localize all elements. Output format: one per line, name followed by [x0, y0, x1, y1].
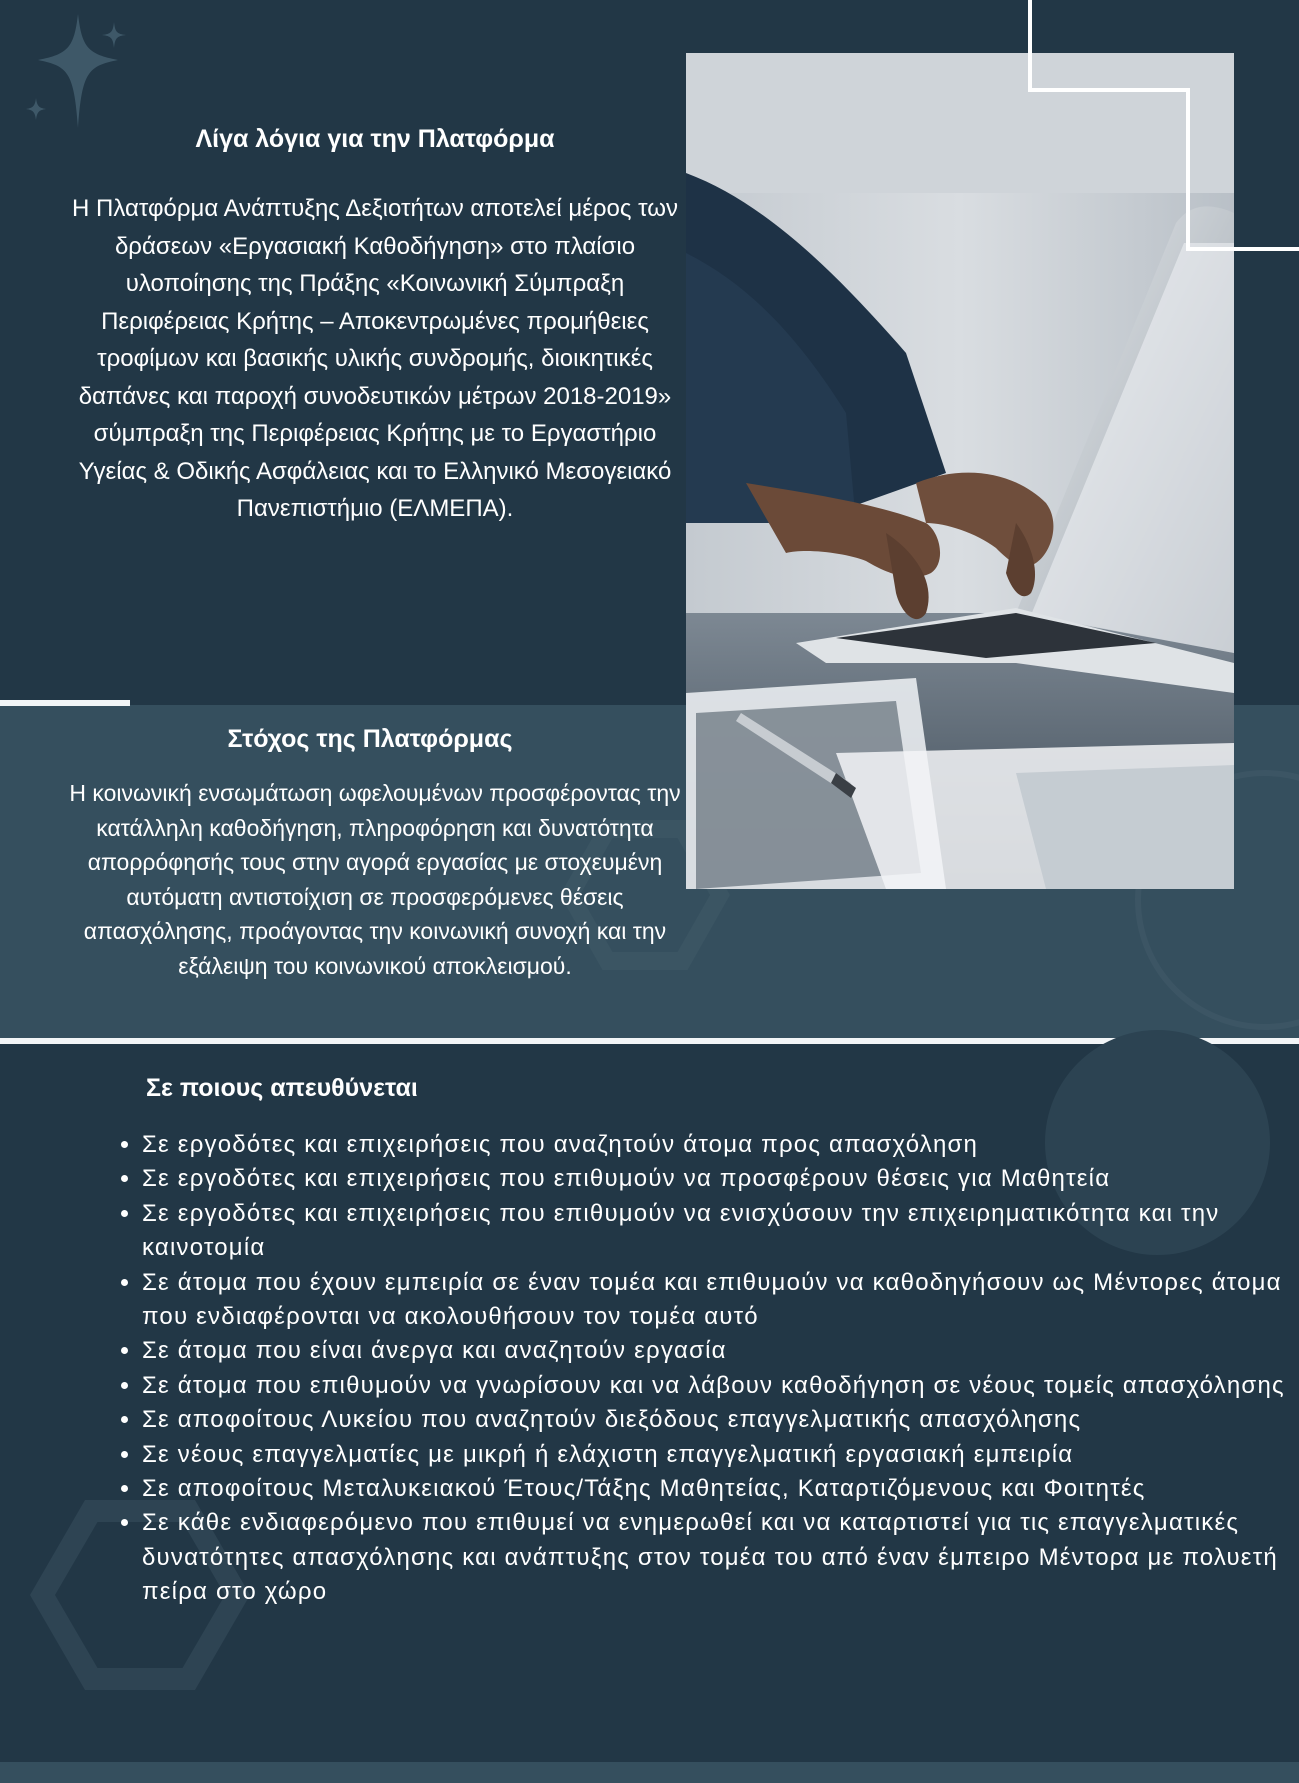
laptop-photo	[686, 53, 1234, 889]
decorative-frame-right	[1186, 88, 1299, 251]
list-item: • Σε αποφοίτους Μεταλυκειακού Έτους/Τάξης Μαθητείας, Καταρτιζόμενους και Φοιτητές	[142, 1472, 1299, 1506]
laptop-typing-illustration	[686, 53, 1234, 889]
sparkle-icon	[10, 8, 140, 138]
list-item: • Σε εργοδότες και επιχειρήσεις που επιθυμούν να προσφέρουν θέσεις για Μαθητεία	[142, 1162, 1299, 1196]
goal-text: Η κοινωνική ενσωμάτωση ωφελουμένων προσφέροντας την κατάλληλη καθοδήγηση, πληροφόρηση και δυνατότητα απορρόφησής τους στην αγορά εργασίας με στοχευμένη αυτόματη αντιστοίχιση σε προσφερόμενες θέσεις απασχόλησης, προάγοντας την κοινωνική συνοχή και την εξάλειψη του κοινωνικού αποκλεισμού.	[69, 780, 681, 979]
decorative-frame-top	[1028, 0, 1188, 92]
list-item: • Σε εργοδότες και επιχειρήσεις που αναζητούν άτομα προς απασχόληση	[142, 1128, 1299, 1162]
list-item: • Σε εργοδότες και επιχειρήσεις που επιθυμούν να ενισχύσουν την επιχειρηματικότητα και την καινοτομία	[142, 1197, 1299, 1266]
audience-list	[110, 1128, 1299, 1610]
audience-title: Σε ποιους απευθύνεται	[146, 1074, 418, 1102]
list-item: • Σε άτομα που έχουν εμπειρία σε έναν τομέα και επιθυμούν να καθοδηγήσουν ως Μέντορες άτομα που ενδιαφέρονται να ακολουθήσουν τον τομέα αυτό	[142, 1266, 1299, 1335]
list-item: • Σε νέους επαγγελματίες με μικρή ή ελάχιστη επαγγελματική εργασιακή εμπειρία	[142, 1438, 1299, 1472]
list-item: • Σε κάθε ενδιαφερόμενο που επιθυμεί να ενημερωθεί και να καταρτιστεί για τις επαγγελματικές δυνατότητες απασχόλησης και ανάπτυξης στον τομέα του από έναν έμπειρο Μέντορα με πολυετή πείρα στο χώρο	[142, 1506, 1299, 1609]
about-text: Η Πλατφόρμα Ανάπτυξης Δεξιοτήτων αποτελεί μέρος των δράσεων «Εργασιακή Καθοδήγηση» στο πλαίσιο υλοποίησης της Πράξης «Κοινωνική Σύμπραξη Περιφέρειας Κρήτης – Αποκεντρωμένες προμήθειες τροφίμων και βασικής υλικής συνδρομής, διοικητικές δαπάνες και παροχή συνοδευτικών μέτρων 2018-2019» σύμπραξη της Περιφέρειας Κρήτης με το Εργαστήριο Υγείας & Οδικής Ασφάλειας και το Ελληνικό Μεσογειακό Πανεπιστήμιο (ΕΛΜΕΠΑ).	[71, 195, 679, 522]
goal-title: Στόχος της Πλατφόρμας	[227, 725, 513, 753]
list-item: • Σε αποφοίτους Λυκείου που αναζητούν διεξόδους επαγγελματικής απασχόλησης	[142, 1403, 1299, 1437]
accent-line	[0, 700, 130, 706]
about-title: Λίγα λόγια για την Πλατφόρμα	[195, 125, 555, 153]
bottom-band	[0, 1762, 1299, 1783]
list-item: • Σε άτομα που επιθυμούν να γνωρίσουν και να λάβουν καθοδήγηση σε νέους τομείς απασχόλησης	[142, 1369, 1299, 1403]
list-item: • Σε άτομα που είναι άνεργα και αναζητούν εργασία	[142, 1334, 1299, 1368]
